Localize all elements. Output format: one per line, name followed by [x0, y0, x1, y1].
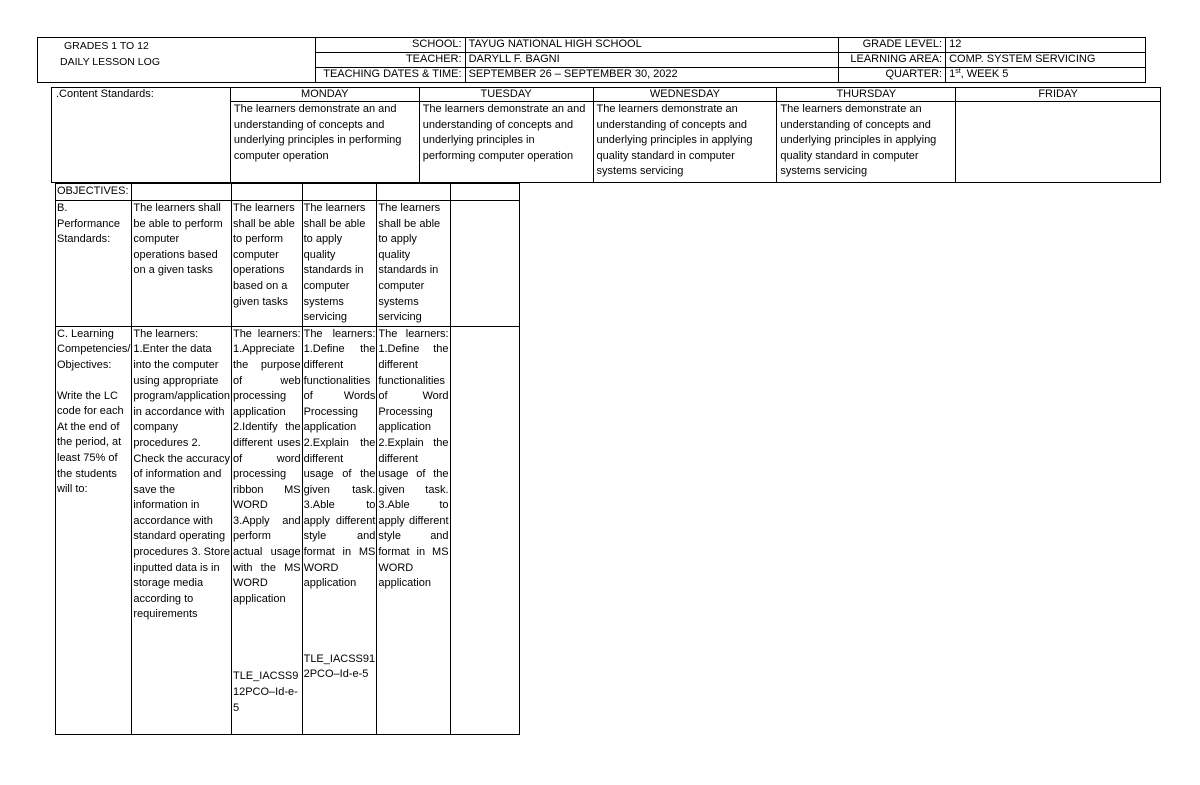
objectives-tuesday	[231, 184, 302, 201]
quarter-label: QUARTER:	[839, 68, 946, 83]
content-wednesday: The learners demonstrate an understanding of concepts and underlying principles in applying quality standard in computer systems servicing	[593, 102, 777, 183]
objectives-table	[55, 183, 520, 735]
day-friday: FRIDAY	[956, 88, 1161, 102]
learning-area-label: LEARNING AREA:	[839, 53, 946, 68]
dates-label: TEACHING DATES & TIME:	[315, 68, 465, 83]
grades-title: GRADES 1 TO 12	[64, 40, 149, 52]
competencies-note: Write the LC code for each At the end of the period, at least 75% of the students will to:	[57, 389, 124, 496]
objectives-label: OBJECTIVES:	[56, 184, 132, 201]
grade-level-value: 12	[946, 38, 1146, 53]
dates-value: SEPTEMBER 26 – SEPTEMBER 30, 2022	[465, 68, 839, 83]
content-monday: The learners demonstrate an and understanding of concepts and underlying principles in performing computer operation	[230, 102, 419, 183]
quarter-ordinal: st	[955, 68, 961, 75]
competencies-tuesday	[231, 326, 302, 734]
day-monday: MONDAY	[230, 88, 419, 102]
performance-standards-label: B. Performance Standards:	[56, 201, 132, 327]
school-value: TAYUG NATIONAL HIGH SCHOOL	[465, 38, 839, 53]
performance-thursday: The learners shall be able to apply quality standards in computer systems servicing	[377, 201, 450, 327]
day-thursday: THURSDAY	[777, 88, 956, 102]
competencies-thursday: The learners: 1.Define the different functionalities of Word Processing application 2.Explain the different usage of the given task. 3.Able to apply different style and format in MS WORD application	[377, 326, 450, 734]
content-thursday: The learners demonstrate an understanding of concepts and underlying principles in applying quality standard in computer systems servicing	[777, 102, 956, 183]
day-tuesday: TUESDAY	[419, 88, 593, 102]
header-title-cell	[38, 38, 316, 83]
competencies-label-cell	[56, 326, 132, 734]
quarter-value	[946, 68, 1146, 83]
quarter-week: , WEEK 5	[960, 68, 1009, 80]
objectives-monday	[132, 184, 232, 201]
content-standards-table	[51, 87, 1161, 183]
performance-wednesday: The learners shall be able to apply quality standards in computer systems servicing	[302, 201, 377, 327]
performance-friday	[450, 201, 519, 327]
learning-area-value: COMP. SYSTEM SERVICING	[946, 53, 1146, 68]
log-title: DAILY LESSON LOG	[60, 56, 160, 68]
competencies-label: C. Learning Competencies/ Objectives:	[57, 327, 131, 371]
teacher-value: DARYLL F. BAGNI	[465, 53, 839, 68]
competencies-monday: The learners: 1.Enter the data into the computer using appropriate program/application in accordance with company procedures 2. Check the accuracy of information and save the information in accordance with standard operating procedures 3. Store inputted data is in storage media according to requirements	[132, 326, 232, 734]
quarter-number: 1	[949, 68, 956, 80]
competencies-wednesday-text: The learners: 1.Define the different functionalities of Words Processing application 2.Explain the different usage of the given task. 3.Able to apply different style and format in MS WORD application	[303, 327, 376, 590]
grade-level-label: GRADE LEVEL:	[839, 38, 946, 53]
content-friday	[956, 102, 1161, 183]
lc-code-wednesday: TLE_IACSS912PCO–Id-e-5	[303, 652, 376, 681]
objectives-thursday	[377, 184, 450, 201]
content-tuesday: The learners demonstrate an and understanding of concepts and underlying principles in performing computer operation	[419, 102, 593, 183]
lc-code-tuesday: TLE_IACSS912PCO–Id-e-5	[232, 670, 299, 714]
teacher-label: TEACHER:	[315, 53, 465, 68]
performance-monday: The learners shall be able to perform computer operations based on a given tasks	[132, 201, 232, 327]
header-table	[37, 37, 1146, 83]
competencies-friday	[450, 326, 519, 734]
day-wednesday: WEDNESDAY	[593, 88, 777, 102]
competencies-wednesday	[302, 326, 377, 734]
performance-tuesday: The learners shall be able to perform computer operations based on a given tasks	[231, 201, 302, 327]
content-standards-label: .Content Standards:	[52, 88, 231, 183]
objectives-wednesday	[302, 184, 377, 201]
objectives-friday	[450, 184, 519, 201]
competencies-tuesday-text: The learners: 1.Appreciate the purpose of web processing application 2.Identify the different uses of word processing ribbon MS WORD 3.Apply and perform actual usage with the MS WORD application	[232, 327, 301, 605]
school-label: SCHOOL:	[315, 38, 465, 53]
